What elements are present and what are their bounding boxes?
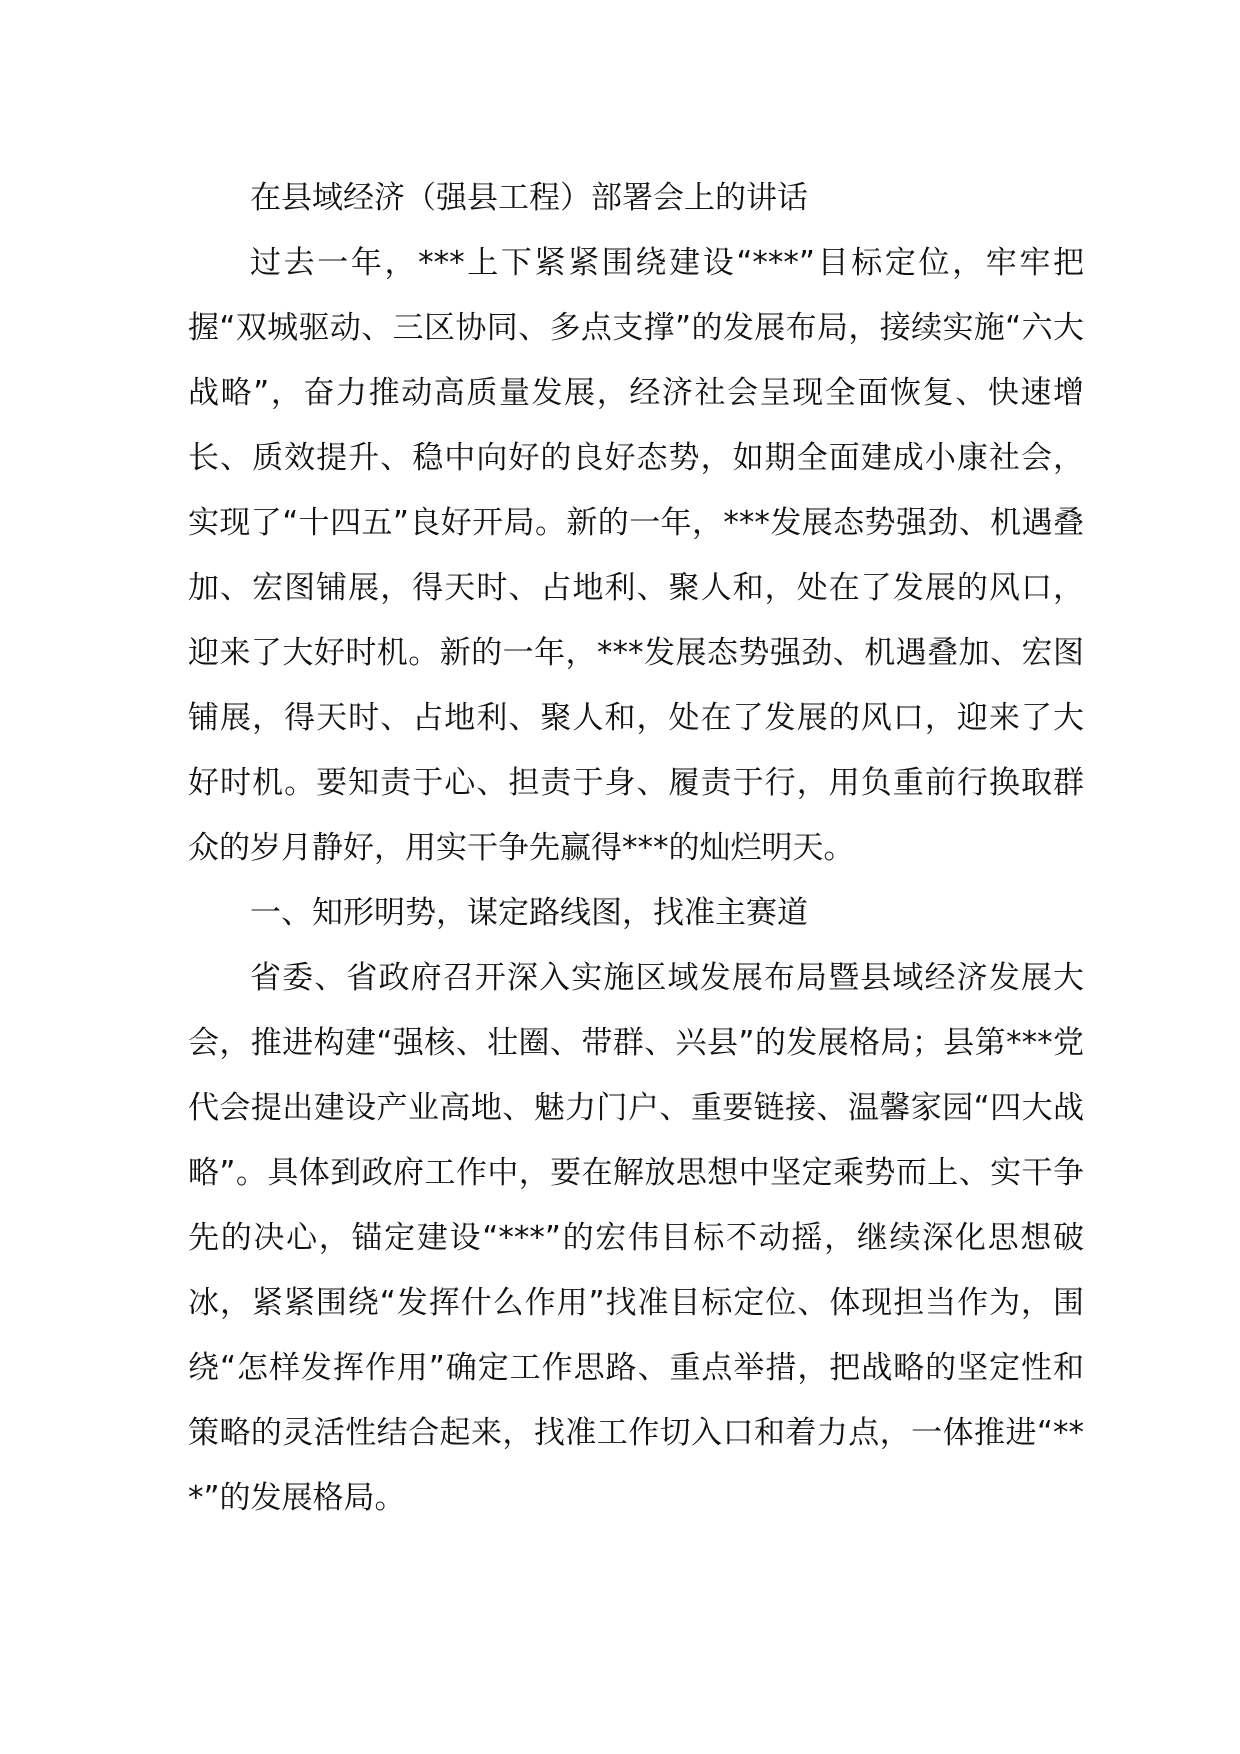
paragraph-section-1: 省委、省政府召开深入实施区域发展布局暨县域经济发展大会，推进构建“强核、壮圈、带群、兴县”的发展格局；县第***党代会提出建设产业高地、魅力门户、重要链接、温馨家园“四大战略”。具体到政府工作中，要在解放思想中坚定乘势而上、实干争先的决心，锚定建设“***”的宏伟目标不动摇，继续深化思想破冰，紧紧围绕“发挥什么作用”找准目标定位、体现担当作为，围绕“怎样发挥作用”确定工作思路、重点举措，把战略的坚定性和策略的灵活性结合起来，找准工作切入口和着力点，一体推进“***”的发展格局。 bbox=[188, 960, 1084, 1516]
section-heading-1: 一、知形明势，谋定路线图，找准主赛道 bbox=[250, 895, 808, 931]
paragraph-intro: 过去一年，***上下紧紧围绕建设“***”目标定位，牢牢把握“双城驱动、三区协同、多点支撑”的发展布局，接续实施“六大战略”，奋力推动高质量发展，经济社会呈现全面恢复、快速增长、质效提升、稳中向好的良好态势，如期全面建成小康社会，实现了“十四五”良好开局。新的一年，***发展态势强劲、机遇叠加、宏图铺展，得天时、占地利、聚人和，处在了发展的风口，迎来了大好时机。新的一年，***发展态势强劲、机遇叠加、宏图铺展，得天时、占地利、聚人和，处在了发展的风口，迎来了大好时机。要知责于心、担责于身、履责于行，用负重前行换取群众的岁月静好，用实干争先赢得***的灿烂明天。 bbox=[188, 245, 1084, 866]
document-title: 在县域经济（强县工程）部署会上的讲话 bbox=[250, 180, 808, 216]
document-body bbox=[188, 166, 1084, 1531]
